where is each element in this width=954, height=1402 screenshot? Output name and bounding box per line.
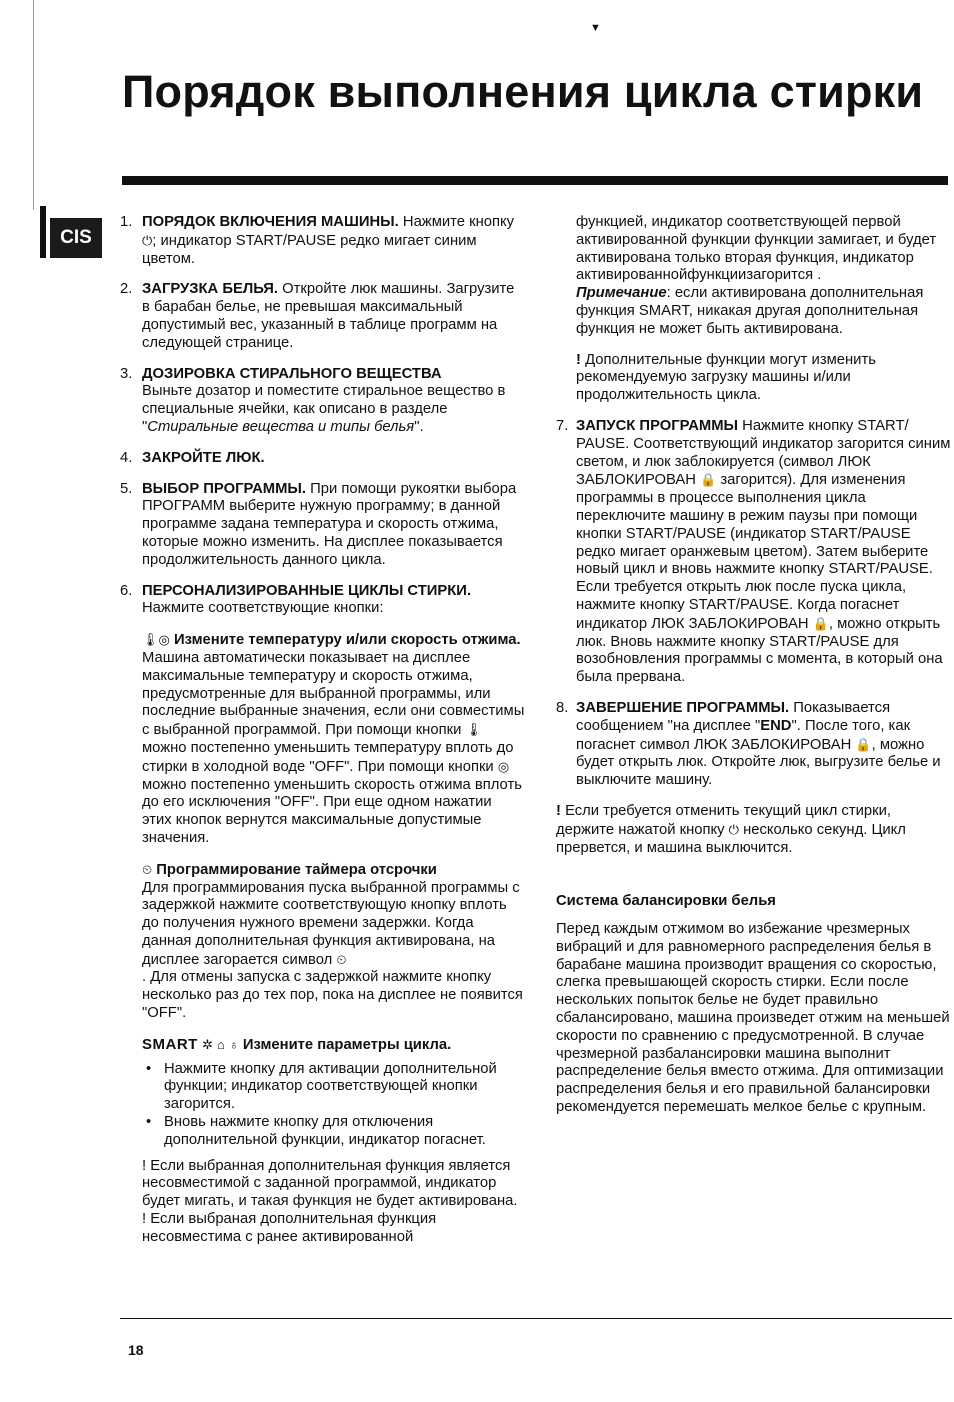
section-heading: Программирование таймера отсрочки xyxy=(152,861,437,878)
tab-bar xyxy=(40,206,46,258)
margin-line xyxy=(33,0,34,210)
warning-mark: ! xyxy=(142,1211,147,1228)
shirt-icon: ♁ xyxy=(228,1036,239,1052)
warning-2 xyxy=(142,1211,525,1247)
step-number: 4. xyxy=(120,449,133,466)
step-8 xyxy=(556,700,952,790)
bullet-mark: • xyxy=(146,1060,152,1077)
step-5 xyxy=(120,481,525,570)
spin-icon: ◎ xyxy=(497,758,510,774)
step-number: 5. xyxy=(120,480,133,497)
warning-3 xyxy=(576,352,952,405)
section-heading: Измените температуру и/или скорость отжима. xyxy=(169,632,521,649)
timer-icon: ⏲ xyxy=(142,861,153,877)
step-2 xyxy=(120,281,525,352)
step-text: ; индикатор START/PAUSE редко мигает синим цветом. xyxy=(142,232,477,267)
step-text: , можно открыть люк. Вновь нажмите кнопку START/PAUSE для возобновления программы с момента, в который она была прервана. xyxy=(576,615,943,686)
iron-icon: ⌂ xyxy=(216,1036,225,1052)
step-heading: ЗАГРУЗКА БЕЛЬЯ. xyxy=(142,281,279,298)
step-text: Нажмите кнопку START/ PAUSE. Соответствующий индикатор загорится синим светом, и люк заблокируется (символ ЛЮК ЗАБЛОКИРОВАН xyxy=(576,417,951,489)
step-number: 2. xyxy=(120,281,133,298)
step-text: , можно будет открыть люк. Откройте люк, выгрузите белье и выключите машину. xyxy=(576,736,941,789)
note-label: Примечание xyxy=(576,285,667,302)
page-number: 18 xyxy=(128,1342,144,1358)
step-3 xyxy=(120,366,525,437)
language-tab: CIS xyxy=(50,218,102,258)
list-item xyxy=(142,1061,525,1114)
step-text: ". После того, как погаснет символ ЛЮК ЗАБЛОКИРОВАН xyxy=(576,717,911,753)
page-marker: ▼ xyxy=(590,22,601,34)
section-heading: Измените параметры цикла. xyxy=(238,1036,452,1053)
warning-text: Если выбраная дополнительная функция несовместима с ранее активированной xyxy=(142,1211,437,1245)
step-text: загорится). Для изменения программы в процессе выполнения цикла переключите машину в режим паузы при помощи кнопки START/PAUSE (индикатор START/PAUSE редко мигает оранжевым цветом). Затем выберите новый цикл и вновь нажмите кнопку START/PAUSE. Если требуется открыть люк после пуска цикла, нажмите кнопку START/PAUSE. Когда погаснет индикатор ЛЮК ЗАБЛОКИРОВАН xyxy=(576,472,933,632)
step-heading: ЗАВЕРШЕНИЕ ПРОГРАММЫ. xyxy=(576,699,790,716)
step-number: 8. xyxy=(556,699,569,716)
warning-text: несколько секунд. Цикл прервется, и машина выключится. xyxy=(556,821,906,856)
step-text: Нажмите соответствующие кнопки: xyxy=(142,600,384,617)
page-title: Порядок выполнения цикла стирки xyxy=(122,66,924,117)
step-heading: ПЕРСОНАЛИЗИРОВАННЫЕ ЦИКЛЫ СТИРКИ. xyxy=(142,582,472,599)
smart-logo: SMART xyxy=(142,1035,198,1053)
step-4 xyxy=(120,450,525,468)
temperature-spin-section xyxy=(142,631,525,848)
continued-text xyxy=(576,214,952,285)
paragraph-text: функцией, индикатор соответствующей первой активированной функции функции замигает, и будет активирована только вторая функция, индикатор активированнойфункциизагорится . xyxy=(576,214,937,284)
left-column xyxy=(120,214,525,1260)
temperature-icon: 🌡 xyxy=(142,632,159,648)
step-heading: ПОРЯДОК ВКЛЮЧЕНИЯ МАШИНЫ. xyxy=(142,214,399,230)
end-label: END xyxy=(760,717,792,734)
step-heading: ВЫБОР ПРОГРАММЫ. xyxy=(142,480,307,497)
step-7 xyxy=(556,418,952,687)
step-number: 1. xyxy=(120,214,133,230)
right-column xyxy=(556,214,952,1117)
balance-heading: Система балансировки белья xyxy=(556,893,776,910)
list-item-text: Вновь нажмите кнопку для отключения дополнительной функции, индикатор погаснет. xyxy=(164,1114,486,1148)
step-number: 7. xyxy=(556,417,569,434)
spin-icon: ◎ xyxy=(158,632,170,648)
step-text-italic: Стиральные вещества и типы белья xyxy=(147,418,415,435)
power-icon: ⏻ xyxy=(728,821,739,837)
note-text: : если активирована дополнительная функция SMART, никакая другая дополнительная функция не может быть активирована. xyxy=(576,285,924,337)
footer-rule xyxy=(120,1318,952,1319)
step-text: Откройте люк машины. Загрузите в барабан белье, не превышая максимальный допустимый вес, указанный в таблице программ на следующей странице. xyxy=(142,281,515,351)
warning-mark: ! xyxy=(142,1157,147,1174)
stain-icon: ✲ xyxy=(201,1036,213,1052)
section-text: . Для отмены запуска с задержкой нажмите кнопку несколько раз до тех пор, пока на дисплее не появится "OFF". xyxy=(142,969,523,1022)
power-icon: ⏻ xyxy=(142,232,153,248)
lock-icon: 🔒 xyxy=(812,615,829,631)
step-heading: ДОЗИРОВКА СТИРАЛЬНОГО ВЕЩЕСТВА xyxy=(142,365,442,382)
step-text: При помощи рукоятки выбора ПРОГРАММ выберите нужную программу; в данной программе задана температура и скорость отжима, которые можно изменить. На дисплее показывается продолжительность данного цикла. xyxy=(142,480,517,568)
step-text: ". xyxy=(414,418,424,435)
cycle-params-section xyxy=(142,1036,525,1055)
section-text: Для программирования пуска выбранной программы с задержкой нажмите соответствующую кнопку вплоть до получения нужного времени задержки. Когда данная дополнительная функция активирована, на дисплее загорается символ xyxy=(142,879,520,968)
warning-mark: ! xyxy=(576,351,581,368)
warning-mark: ! xyxy=(556,802,561,819)
step-text: Нажмите кнопку xyxy=(398,214,515,230)
step-heading: ЗАКРОЙТЕ ЛЮК. xyxy=(142,449,265,466)
balance-text: Перед каждым отжимом во избежание чрезмерных вибраций и для равномерного распределения белья в барабане машина производит вращения со скоростью, слегка превышающей скорость стирки. Если после нескольких попыток белье не будет правильно сбалансировано, машина произведет отжим на меньшей скорости по сравнению с предусмотренной. В случае чрезмерной разбалансировки машина выполнит распределение белья вместо отжима. Для оптимизации распределения белья и его правильной балансировки рекомендуется перемешать мелкое белье с крупным. xyxy=(556,921,950,1116)
list-item-text: Нажмите кнопку для активации дополнительной функции; индикатор соответствующей кнопки загорится. xyxy=(164,1060,497,1113)
bullet-mark: • xyxy=(146,1114,152,1131)
note xyxy=(576,285,952,338)
step-text: Выньте дозатор и поместите стиральное вещество в специальные ячейки, как описано в разделе " xyxy=(142,383,506,435)
title-rule xyxy=(122,176,948,185)
section-text: можно постепенно уменьшить температуру вплоть до стирки в холодной воде "OFF". При помощи кнопки xyxy=(142,739,514,775)
step-number: 6. xyxy=(120,582,133,599)
step-number: 3. xyxy=(120,365,133,382)
section-text: можно постепенно уменьшить скорость отжима вплоть до его исключения "OFF". При еще одном нажатии этих кнопок вернутся максимальные допустимые значения. xyxy=(142,776,522,846)
timer-icon: ⏲ xyxy=(336,951,347,967)
warning-text: Дополнительные функции могут изменить рекомендуемую загрузку машины и/или продолжительность цикла. xyxy=(576,351,876,404)
warning-1 xyxy=(142,1158,525,1211)
warning-text: Если выбранная дополнительная функция является несовместимой с заданной программой, индикатор будет мигать, и такая функция не будет активирована. xyxy=(142,1157,518,1210)
step-1 xyxy=(120,214,525,268)
list-item xyxy=(142,1114,525,1150)
step-text: Показывается сообщением "на дисплее " xyxy=(576,699,891,734)
bullet-list xyxy=(142,1061,525,1150)
lock-icon: 🔒 xyxy=(855,736,872,752)
warning-text: Если требуется отменить текущий цикл стирки, держите нажатой кнопку xyxy=(556,802,891,838)
step-6 xyxy=(120,583,525,619)
warning-4 xyxy=(556,803,952,857)
section-text: Машина автоматически показывает на дисплее максимальные температуру и скорость отжима, предусмотренные для выбранной программы, или последние выбранные значения, если они совместимы с выбранной программой. При помощи кнопки xyxy=(142,649,525,739)
lock-icon: 🔒 xyxy=(700,472,717,488)
step-heading: ЗАПУСК ПРОГРАММЫ xyxy=(576,417,739,434)
temperature-icon: 🌡 xyxy=(465,722,482,738)
timer-section xyxy=(142,861,525,1023)
